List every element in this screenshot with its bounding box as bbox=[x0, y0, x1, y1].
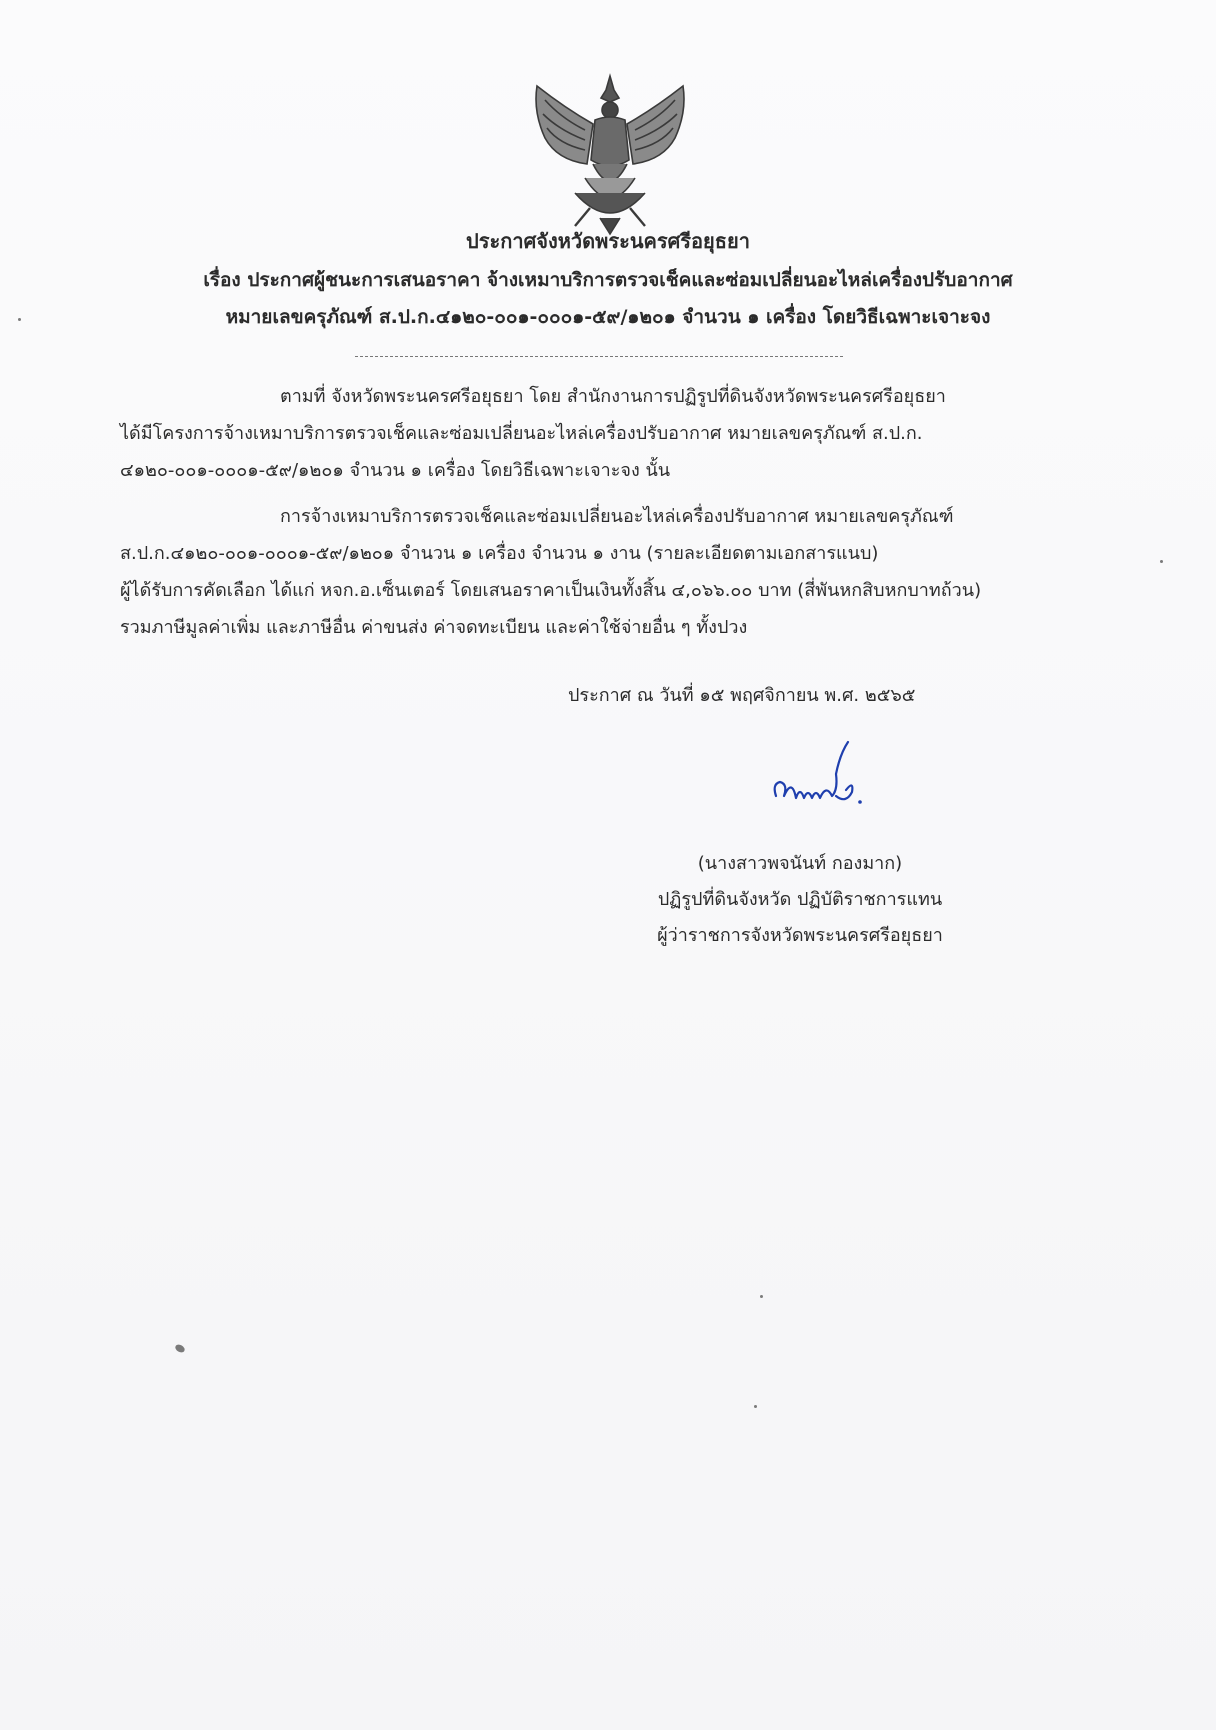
scan-speck bbox=[760, 1295, 763, 1298]
divider bbox=[355, 356, 843, 357]
signer-position-2: ผู้ว่าราชการจังหวัดพระนครศรีอยุธยา bbox=[657, 925, 943, 946]
paragraph-1-line: ได้มีโครงการจ้างเหมาบริการตรวจเช็คและซ่อมเปลี่ยนอะไหล่เครื่องปรับอากาศ หมายเลขครุภัณฑ์ ส.ป.ก. bbox=[120, 423, 923, 444]
subject-line-2: หมายเลขครุภัณฑ์ ส.ป.ก.๔๑๒๐-๐๐๑-๐๐๐๑-๕๙/๑๒๐๑ จำนวน ๑ เครื่อง โดยวิธีเฉพาะเจาะจง bbox=[225, 306, 991, 328]
scan-speck bbox=[1160, 560, 1163, 563]
paragraph-1-line: ตามที่ จังหวัดพระนครศรีอยุธยา โดย สำนักงานการปฏิรูปที่ดินจังหวัดพระนครศรีอยุธยา bbox=[280, 386, 946, 407]
scan-speck bbox=[18, 318, 21, 321]
paragraph-1-line: ๔๑๒๐-๐๐๑-๐๐๐๑-๕๙/๑๒๐๑ จำนวน ๑ เครื่อง โดยวิธีเฉพาะเจาะจง นั้น bbox=[120, 460, 671, 481]
announce-date: ประกาศ ณ วันที่ ๑๕ พฤศจิกายน พ.ศ. ๒๕๖๕ bbox=[568, 685, 916, 706]
garuda-emblem-icon bbox=[515, 68, 705, 238]
paragraph-2-line: ส.ป.ก.๔๑๒๐-๐๐๑-๐๐๐๑-๕๙/๑๒๐๑ จำนวน ๑ เครื่อง จำนวน ๑ งาน (รายละเอียดตามเอกสารแนบ) bbox=[120, 543, 879, 564]
signer-position-1: ปฏิรูปที่ดินจังหวัด ปฏิบัติราชการแทน bbox=[657, 889, 943, 910]
paragraph-2-line: ผู้ได้รับการคัดเลือก ได้แก่ หจก.อ.เซ็นเตอร์ โดยเสนอราคาเป็นเงินทั้งสิ้น ๔,๐๖๖.๐๐ บาท (สี่พันหกสิบหกบาทถ้วน) bbox=[120, 580, 982, 601]
subject-line-1: เรื่อง ประกาศผู้ชนะการเสนอราคา จ้างเหมาบริการตรวจเช็คและซ่อมเปลี่ยนอะไหล่เครื่องปรับอากาศ bbox=[203, 269, 1013, 291]
document-title: ประกาศจังหวัดพระนครศรีอยุธยา bbox=[466, 229, 750, 253]
scan-speck bbox=[754, 1405, 757, 1408]
paragraph-2 bbox=[120, 498, 1080, 646]
paragraph-2-line: รวมภาษีมูลค่าเพิ่ม และภาษีอื่น ค่าขนส่ง ค่าจดทะเบียน และค่าใช้จ่ายอื่น ๆ ทั้งปวง bbox=[120, 617, 748, 638]
handwritten-signature bbox=[766, 734, 886, 824]
paragraph-2-line: การจ้างเหมาบริการตรวจเช็คและซ่อมเปลี่ยนอะไหล่เครื่องปรับอากาศ หมายเลขครุภัณฑ์ bbox=[280, 506, 954, 527]
paragraph-1 bbox=[120, 378, 1080, 489]
scan-speck bbox=[174, 1343, 186, 1354]
signer-name: (นางสาวพจนันท์ กองมาก) bbox=[697, 853, 903, 874]
